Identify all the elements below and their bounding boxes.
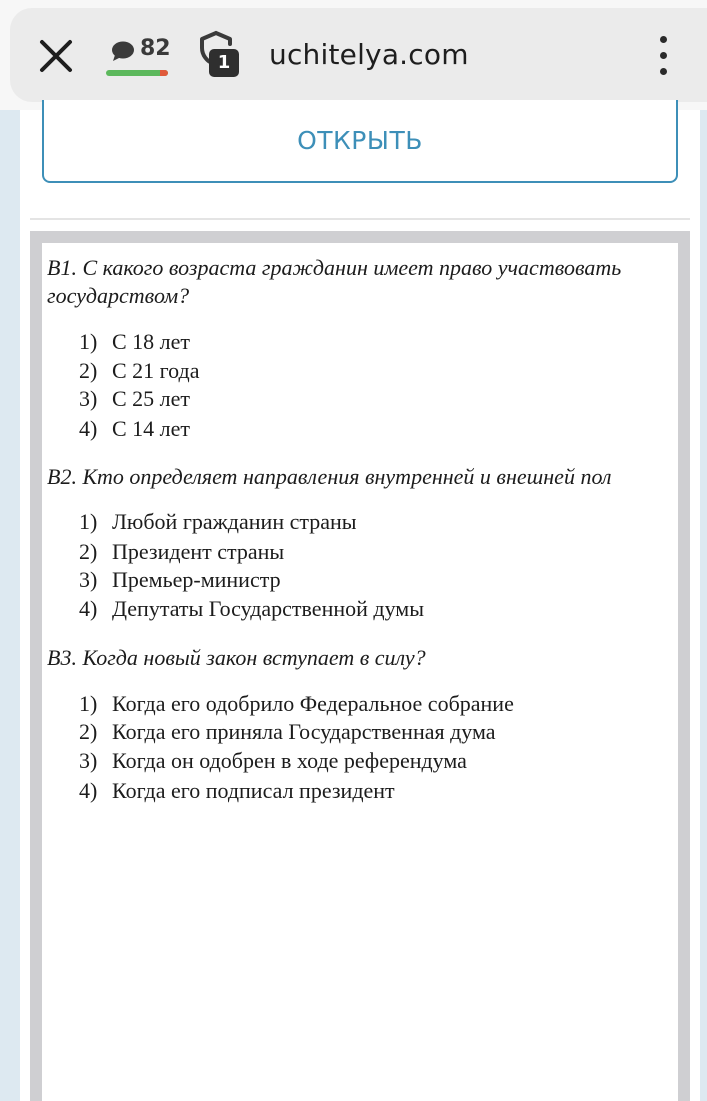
option-text: Когда его приняла Государственная дума xyxy=(112,719,496,744)
tab-count-badge: 1 xyxy=(209,49,239,77)
answer-option xyxy=(79,567,281,593)
rating-bar xyxy=(106,70,168,76)
option-text: Премьер-министр xyxy=(112,567,281,592)
option-number: 3) xyxy=(79,567,98,592)
option-text: Депутаты Государственной думы xyxy=(112,596,424,621)
option-number: 3) xyxy=(79,386,98,411)
option-number: 1) xyxy=(79,691,98,716)
page-content xyxy=(20,110,700,1101)
close-icon xyxy=(36,36,76,76)
browser-toolbar xyxy=(0,0,707,110)
page-domain[interactable]: uchitelya.com xyxy=(269,38,469,71)
option-number: 3) xyxy=(79,748,98,773)
option-number: 2) xyxy=(79,719,98,744)
answer-option xyxy=(79,329,190,355)
option-text: Президент страны xyxy=(112,539,285,564)
option-number: 1) xyxy=(79,329,98,354)
divider xyxy=(30,218,690,220)
option-number: 4) xyxy=(79,416,98,441)
option-text: С 21 года xyxy=(112,358,200,383)
option-text: С 25 лет xyxy=(112,386,191,411)
answer-option xyxy=(79,509,357,535)
answer-option xyxy=(79,416,190,442)
page-background xyxy=(0,110,707,1101)
open-button[interactable] xyxy=(42,100,678,183)
option-text: Когда он одобрен в ходе референдума xyxy=(112,748,467,773)
answer-option xyxy=(79,386,190,412)
overflow-menu-button[interactable] xyxy=(650,34,678,78)
rating-bar-negative xyxy=(160,70,168,76)
option-text: С 14 лет xyxy=(112,416,191,441)
option-number: 2) xyxy=(79,539,98,564)
option-number: 2) xyxy=(79,358,98,383)
menu-dot-icon xyxy=(660,68,667,75)
question-title: В2. Кто определяет направления внутренней и внешней пол xyxy=(47,464,612,489)
comment-count: 82 xyxy=(140,36,171,61)
document-preview-frame xyxy=(30,231,690,1101)
menu-dot-icon xyxy=(660,52,667,59)
answer-option xyxy=(79,596,424,622)
question-title: В3. Когда новый закон вступает в силу? xyxy=(47,645,426,670)
question-title: В1. С какого возраста гражданин имеет право участвовать xyxy=(47,255,622,280)
answer-option xyxy=(79,358,199,384)
tabs-button[interactable] xyxy=(196,30,246,80)
option-number: 4) xyxy=(79,596,98,621)
option-text: Когда его одобрило Федеральное собрание xyxy=(112,691,514,716)
open-button-label: ОТКРЫТЬ xyxy=(297,126,423,155)
answer-option xyxy=(79,719,496,745)
answer-option xyxy=(79,691,514,717)
comment-bubble-icon xyxy=(110,40,136,62)
comments-button[interactable] xyxy=(106,34,170,78)
question-title-continued: государством? xyxy=(47,283,190,308)
close-button[interactable] xyxy=(36,36,76,76)
option-number: 1) xyxy=(79,509,98,534)
answer-option xyxy=(79,539,284,565)
option-text: Когда его подписал президент xyxy=(112,778,395,803)
menu-dot-icon xyxy=(660,36,667,43)
answer-option xyxy=(79,778,395,804)
option-text: Любой гражданин страны xyxy=(112,509,357,534)
document-page xyxy=(42,243,678,1101)
option-text: С 18 лет xyxy=(112,329,191,354)
option-number: 4) xyxy=(79,778,98,803)
answer-option xyxy=(79,748,467,774)
